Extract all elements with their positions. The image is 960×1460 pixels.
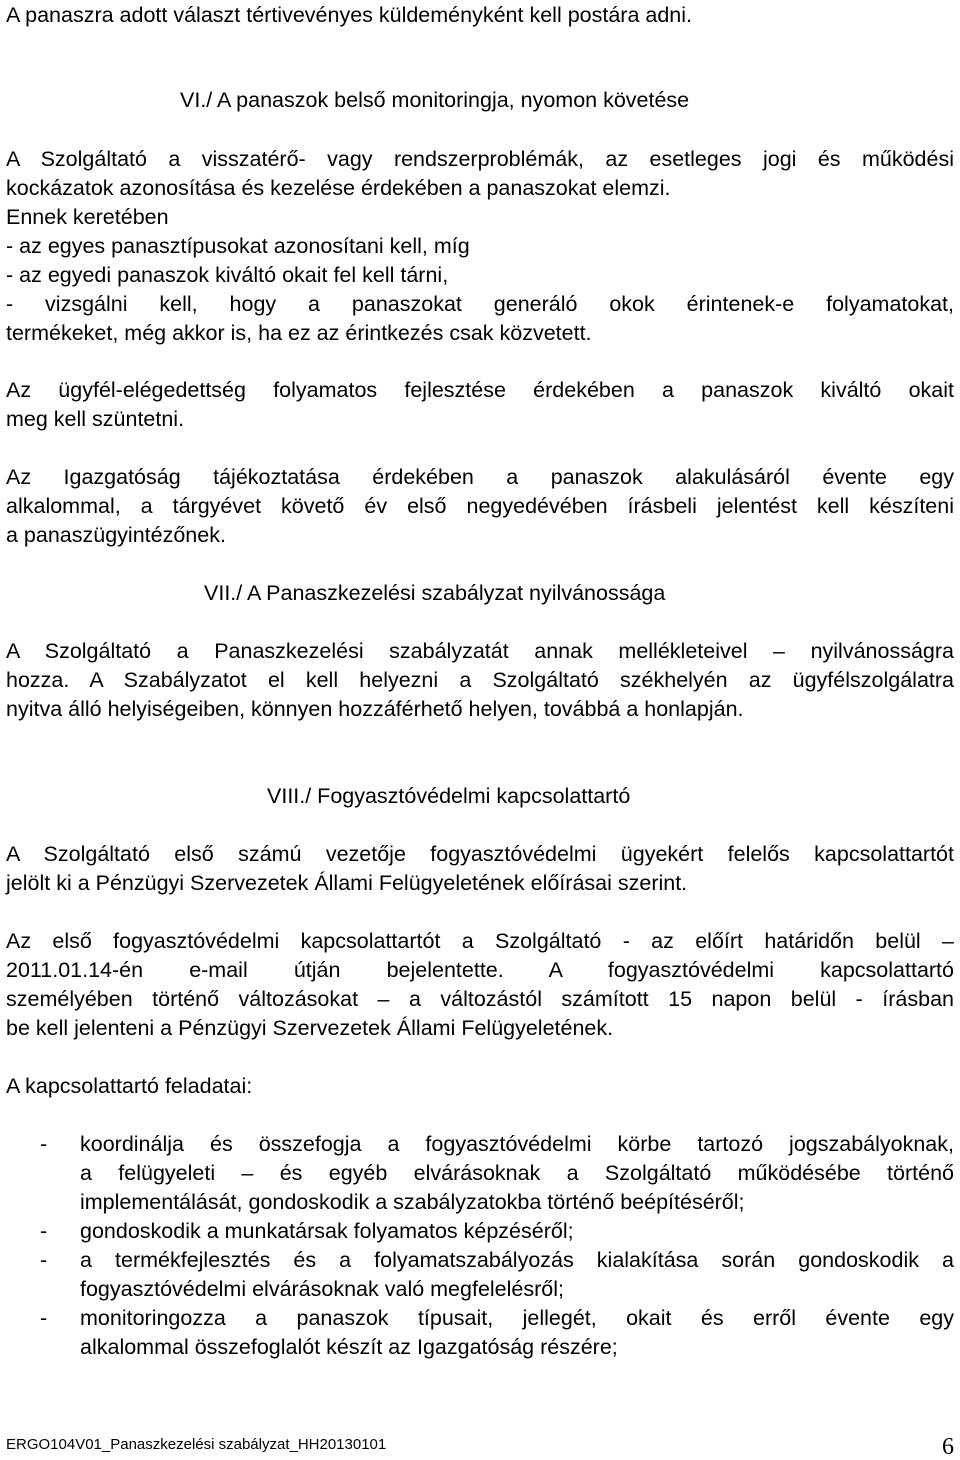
paragraph-line: a panaszügyintézőnek. (6, 523, 226, 547)
list-item-line: monitoringozza a panaszok típusait, jellegét, okait és erről évente egy (80, 1306, 954, 1330)
document-page (6, 0, 954, 1460)
list-item-line: a termékfejlesztés és a folyamatszabályozás kialakítása során gondoskodik a (80, 1248, 954, 1272)
section-8-heading: VIII./ Fogyasztóvédelmi kapcsolattartó (267, 784, 631, 808)
list-item-line: gondoskodik a munkatársak folyamatos képzéséről; (80, 1219, 574, 1243)
paragraph-line: be kell jelenteni a Pénzügyi Szervezetek Állami Felügyeletének. (6, 1016, 614, 1040)
paragraph-line: alkalommal, a tárgyévet követő év első negyedévében írásbeli jelentést kell készíteni (6, 494, 954, 518)
list-item-line: koordinálja és összefogja a fogyasztóvédelmi körbe tartozó jogszabályoknak, (80, 1132, 954, 1156)
list-item-line: implementálását, gondoskodik a szabályzatokba történő beépítéséről; (80, 1190, 745, 1214)
paragraph-line: meg kell szüntetni. (6, 407, 185, 431)
paragraph-line: Az első fogyasztóvédelmi kapcsolattartót a Szolgáltató - az előírt határidőn belül – (6, 929, 954, 953)
paragraph-line: - vizsgálni kell, hogy a panaszokat generáló okok érintenek-e folyamatokat, (6, 292, 954, 316)
list-bullet: - (40, 1248, 48, 1272)
paragraph-line: nyitva álló helyiségeiben, könnyen hozzáférhető helyen, továbbá a honlapján. (6, 697, 744, 721)
list-bullet: - (40, 1219, 48, 1243)
paragraph-line: A Szolgáltató a visszatérő- vagy rendszerproblémák, az esetleges jogi és működési (6, 147, 954, 171)
paragraph-line: - az egyes panasztípusokat azonosítani kell, míg (6, 234, 470, 258)
list-item-line: alkalommal összefoglalót készít az Igazgatóság részére; (80, 1335, 618, 1359)
paragraph-line: termékeket, még akkor is, ha ez az érintkezés csak közvetett. (6, 321, 592, 345)
paragraph-line: Ennek keretében (6, 205, 169, 229)
intro-line: A panaszra adott választ tértivevényes küldeményként kell postára adni. (6, 3, 692, 27)
list-item-line: a felügyeleti – és egyéb elvárásoknak a Szolgáltató működésébe történő (80, 1161, 954, 1185)
paragraph-line: 2011.01.14-én e-mail útján bejelentette. A fogyasztóvédelmi kapcsolattartó (6, 958, 954, 982)
paragraph-line: hozza. A Szabályzatot el kell helyezni a Szolgáltató székhelyén az ügyfélszolgálatra (6, 668, 954, 692)
paragraph-line: A Szolgáltató a Panaszkezelési szabályzatát annak mellékleteivel – nyilvánosságra (6, 639, 954, 663)
section-7-heading: VII./ A Panaszkezelési szabályzat nyilvánossága (204, 581, 666, 605)
footer-doc-id: ERGO104V01_Panaszkezelési szabályzat_HH20130101 (6, 1436, 387, 1453)
list-item-line: fogyasztóvédelmi elvárásoknak való megfelelésről; (80, 1277, 564, 1301)
section-6-heading: VI./ A panaszok belső monitoringja, nyomon követése (180, 88, 690, 112)
paragraph-line: Az ügyfél-elégedettség folyamatos fejlesztése érdekében a panaszok kiváltó okait (6, 378, 954, 402)
list-bullet: - (40, 1132, 48, 1156)
paragraph-line: személyében történő változásokat – a változástól számított 15 napon belül - írásban (6, 987, 954, 1011)
list-bullet: - (40, 1306, 48, 1330)
tasks-title: A kapcsolattartó feladatai: (6, 1074, 253, 1098)
paragraph-line: kockázatok azonosítása és kezelése érdekében a panaszokat elemzi. (6, 176, 671, 200)
paragraph-line: Az Igazgatóság tájékoztatása érdekében a panaszok alakulásáról évente egy (6, 465, 954, 489)
paragraph-line: A Szolgáltató első számú vezetője fogyasztóvédelmi ügyekért felelős kapcsolattartót (6, 842, 954, 866)
paragraph-line: - az egyedi panaszok kiváltó okait fel kell tárni, (6, 263, 449, 287)
page-number: 6 (942, 1434, 954, 1460)
paragraph-line: jelölt ki a Pénzügyi Szervezetek Állami Felügyeletének előírásai szerint. (6, 871, 688, 895)
